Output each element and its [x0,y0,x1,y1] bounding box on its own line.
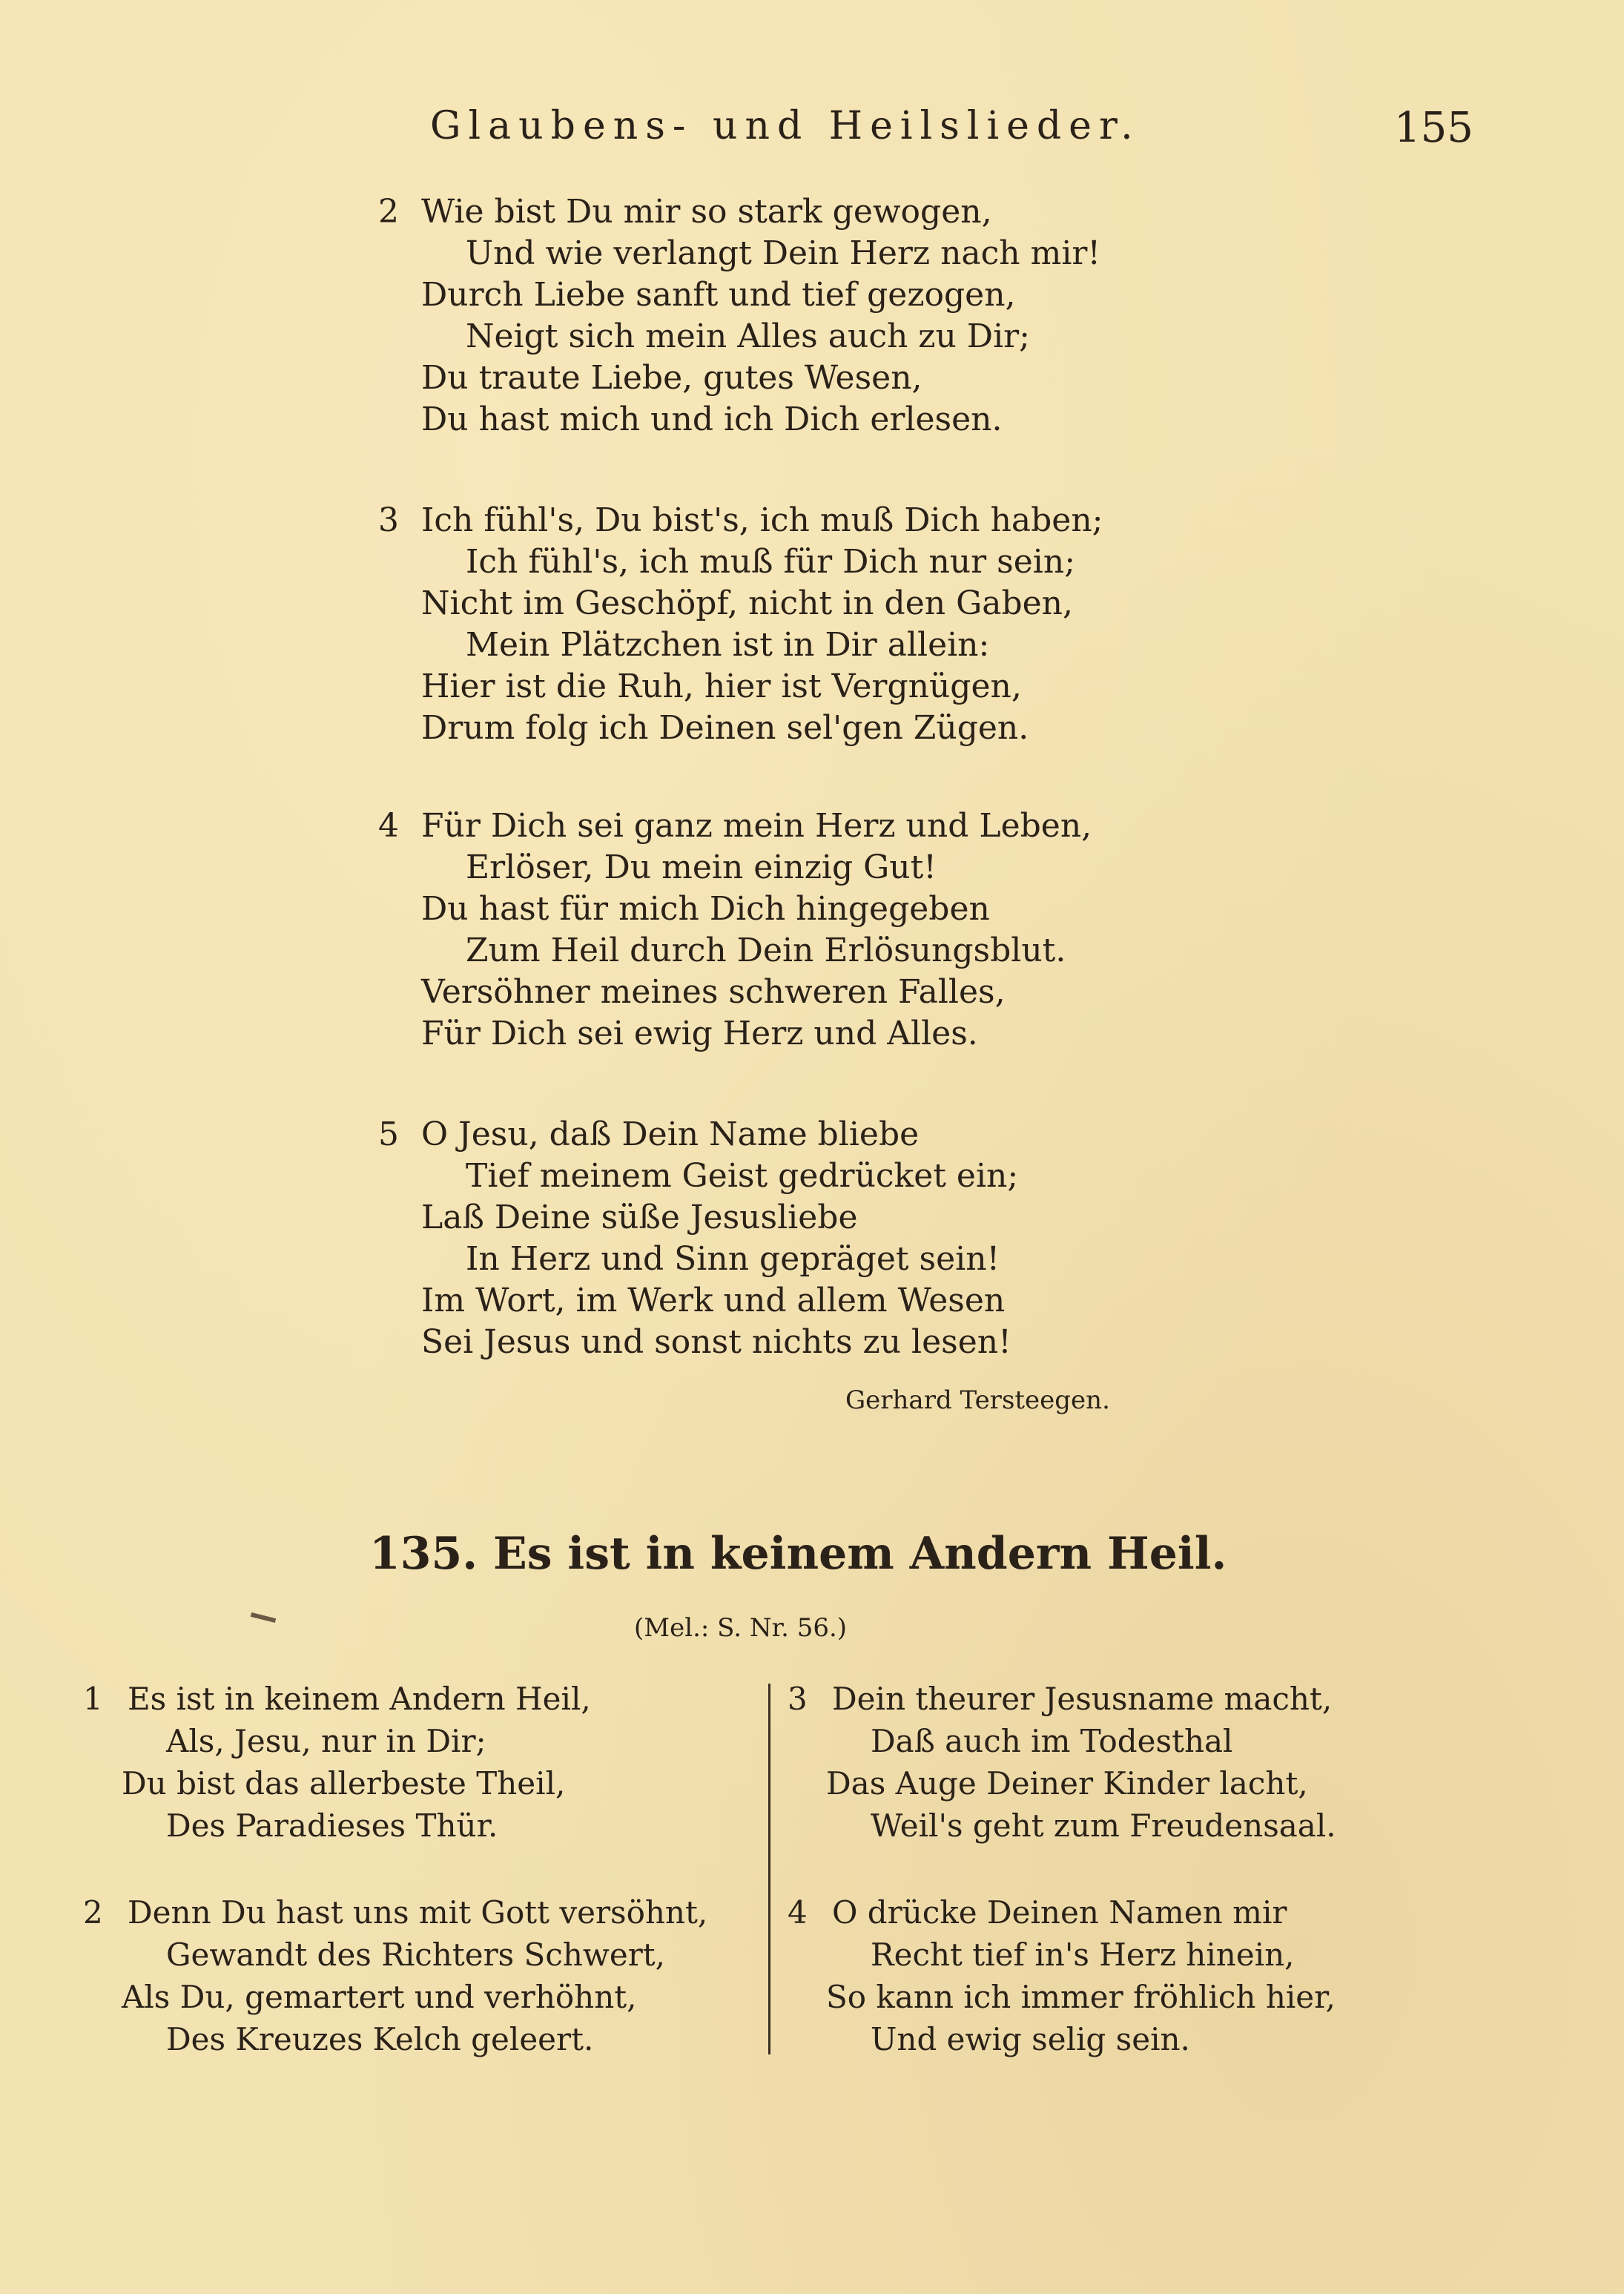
verse-line: Versöhner meines schweren Falles, [421,973,1006,1011]
verse-line: Neigt sich mein Alles auch zu Dir; [466,317,1030,355]
verse-line [378,500,1268,541]
stanza-number: 2 [378,193,399,231]
verse-line: Und ewig selig sein. [871,2021,1190,2057]
verse-line: Recht tief in's Herz hinein, [871,1937,1295,1973]
stanza-number: 4 [378,807,399,845]
verse-line [83,1891,765,1934]
stanza-number: 4 [788,1894,808,1931]
verse-line: Durch Liebe sanft und tief gezogen, [421,276,1016,314]
verse-text: Es ist in keinem Andern Heil, [128,1681,591,1717]
melody-reference: (Mel.: S. Nr. 56.) [634,1613,848,1643]
verse-line: Nicht im Geschöpf, nicht in den Gaben, [421,584,1073,622]
verse-line: Gewandt des Richters Schwert, [166,1937,666,1973]
author-attribution: Gerhard Tersteegen. [845,1385,1110,1415]
verse-text: Ich fühl's, Du bist's, ich muß Dich haben; [421,501,1103,539]
stanza-1 [83,1678,765,1847]
verse-line: Des Paradieses Thür. [166,1807,498,1844]
verse-text: Denn Du hast uns mit Gott versöhnt, [128,1894,708,1931]
stanza-3 [378,500,1268,749]
verse-line [378,1114,1268,1156]
verse-line: Du hast für mich Dich hingegeben [421,890,990,928]
verse-line: Du bist das allerbeste Theil, [122,1765,566,1802]
stanza-number: 5 [378,1115,399,1153]
stanza-5 [378,1114,1268,1363]
verse-line: Daß auch im Todesthal [871,1723,1233,1759]
verse-text: Wie bist Du mir so stark gewogen, [421,193,992,231]
running-head: Glaubens- und Heilslieder. [430,104,1141,148]
hymn-title: 135. Es ist in keinem Andern Heil. [369,1528,1227,1580]
verse-text: Dein theurer Jesusname macht, [832,1681,1333,1717]
verse-text: Für Dich sei ganz mein Herz und Leben, [421,807,1092,845]
stanza-4 [378,805,1268,1055]
verse-line: So kann ich immer fröhlich hier, [826,1979,1336,2015]
verse-line: Im Wort, im Werk und allem Wesen [421,1282,1006,1319]
stanza-number: 1 [83,1681,103,1717]
verse-line [83,1678,765,1720]
verse-line: Und wie verlangt Dein Herz nach mir! [466,234,1101,272]
verse-line: Hier ist die Ruh, hier ist Vergnügen, [421,668,1022,705]
stanza-number: 2 [83,1894,103,1931]
verse-line: In Herz und Sinn gepräget sein! [466,1240,1000,1278]
verse-line: Als Du, gemartert und verhöhnt, [122,1979,637,2015]
verse-line [378,191,1268,233]
page-number: 155 [1394,104,1473,152]
verse-line [378,805,1268,847]
stanza-number: 3 [378,501,399,539]
print-mark [251,1612,276,1623]
stanza-2-hymn-135 [83,1891,765,2060]
verse-line: Du traute Liebe, gutes Wesen, [421,359,922,397]
stanza-4-hymn-135 [788,1891,1470,2060]
verse-line: Du hast mich und ich Dich erlesen. [421,401,1003,438]
stanza-3-hymn-135 [788,1678,1470,1847]
verse-line: Zum Heil durch Dein Erlösungsblut. [466,932,1066,969]
stanza-2 [378,191,1268,441]
verse-line: Weil's geht zum Freudensaal. [871,1807,1336,1844]
verse-text: O Jesu, daß Dein Name bliebe [421,1115,920,1153]
verse-line: Des Kreuzes Kelch geleert. [166,2021,594,2057]
verse-line: Ich fühl's, ich muß für Dich nur sein; [466,543,1076,581]
verse-line [788,1678,1470,1720]
verse-line: Das Auge Deiner Kinder lacht, [826,1765,1308,1802]
verse-text: O drücke Deinen Namen mir [832,1894,1287,1931]
stanza-number: 3 [788,1681,808,1717]
verse-line: Laß Deine süße Jesusliebe [421,1199,858,1236]
verse-line: Mein Plätzchen ist in Dir allein: [466,626,990,664]
verse-line: Als, Jesu, nur in Dir; [166,1723,486,1759]
verse-line: Sei Jesus und sonst nichts zu lesen! [421,1323,1011,1361]
verse-line: Erlöser, Du mein einzig Gut! [466,848,937,886]
verse-line: Tief meinem Geist gedrücket ein; [466,1157,1019,1195]
verse-line: Für Dich sei ewig Herz und Alles. [421,1015,978,1052]
column-divider [768,1684,770,2054]
verse-line: Drum folg ich Deinen sel'gen Zügen. [421,709,1029,747]
verse-line [788,1891,1470,1934]
